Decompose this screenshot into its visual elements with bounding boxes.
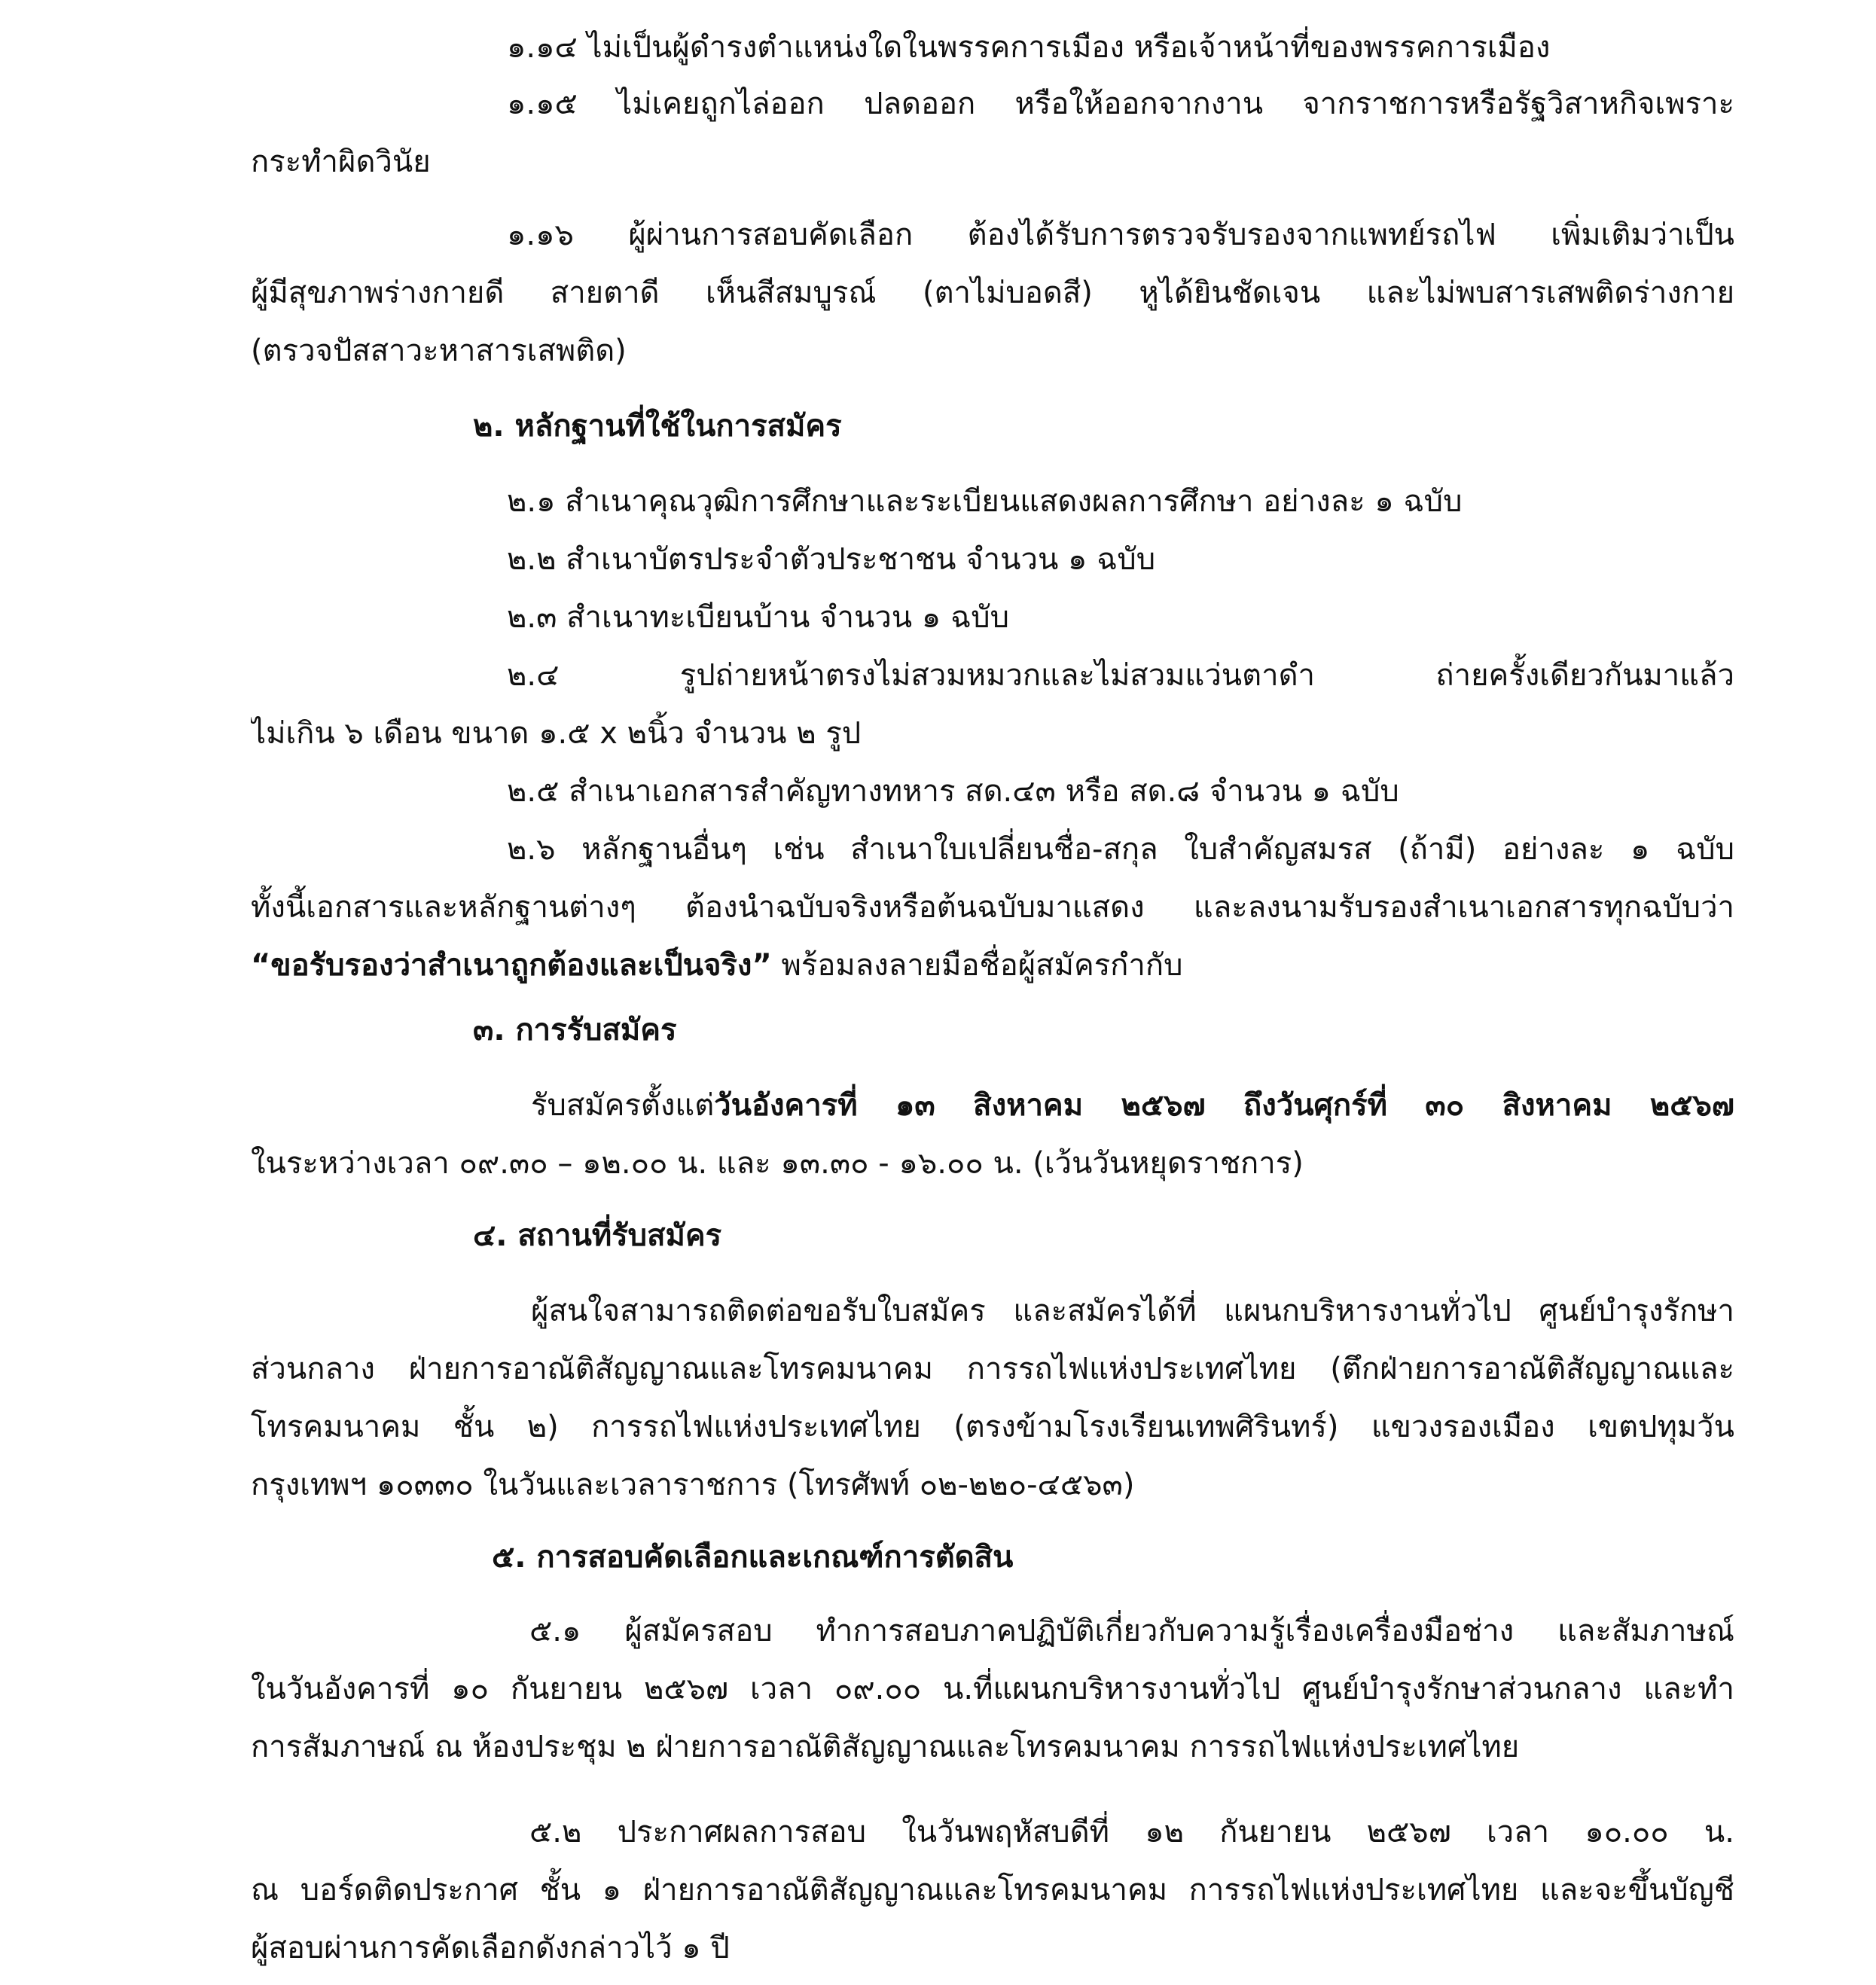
item-5-1-line-1: ๕.๑ ผู้สมัครสอบ ทำการสอบภาคปฏิบัติเกี่ยวกับความรู้เรื่องเครื่องมือช่าง และสัมภาษณ์ [529, 1614, 1734, 1648]
item-5-2 [251, 1804, 1734, 1977]
section-2-heading-text: ๒. หลักฐานที่ใช้ในการสมัคร [473, 409, 842, 444]
section-2-heading [251, 398, 1734, 456]
venue-line-2: ส่วนกลาง ฝ่ายการอาณัติสัญญาณและโทรคมนาคม การรถไฟแห่งประเทศไทย (ตึกฝ่ายการอาณัติสัญญาณและ [251, 1352, 1734, 1386]
item-2-2: ๒.๒ สำเนาบัตรประจำตัวประชาชน จำนวน ๑ ฉบับ [507, 542, 1156, 577]
section-5-heading [251, 1529, 1734, 1587]
venue-line-3: โทรคมนาคม ชั้น ๒) การรถไฟแห่งประเทศไทย (ตรงข้ามโรงเรียนเทพศิรินทร์) แขวงรองเมือง เขตปทุมวัน [251, 1410, 1734, 1444]
application-dates: วันอังคารที่ ๑๓ สิงหาคม ๒๕๖๗ ถึงวันศุกร์ที่ ๓๐ สิงหาคม ๒๕๖๗ [714, 1088, 1734, 1123]
item-1-16 [251, 206, 1734, 380]
note-signature-text: พร้อมลงลายมือชื่อผู้สมัครกำกับ [771, 948, 1183, 983]
certified-copy-quote: “ขอรับรองว่าสำเนาถูกต้องและเป็นจริง” [251, 948, 772, 983]
item-1-15-line-2: กระทำผิดวินัย [251, 145, 431, 179]
item-1-14 [251, 19, 1734, 77]
item-1-16-line-2: ผู้มีสุขภาพร่างกายดี สายตาดี เห็นสีสมบูรณ์ (ตาไม่บอดสี) หูได้ยินชัดเจน และไม่พบสารเสพติดร่างกาย [251, 276, 1734, 310]
note-line-1: ทั้งนี้เอกสารและหลักฐานต่างๆ ต้องนำฉบับจริงหรือต้นฉบับมาแสดง และลงนามรับรองสำเนาเอกสารทุกฉบับว่า [251, 890, 1734, 925]
section-5-heading-text: ๕. การสอบคัดเลือกและเกณฑ์การตัดสิน [492, 1540, 1014, 1575]
item-1-15-line-1: ๑.๑๕ ไม่เคยถูกไล่ออก ปลดออก หรือให้ออกจากงาน จากราชการหรือรัฐวิสาหกิจเพราะ [507, 87, 1734, 121]
item-5-2-line-2: ณ บอร์ดติดประกาศ ชั้น ๑ ฝ่ายการอาณัติสัญญาณและโทรคมนาคม การรถไฟแห่งประเทศไทย และจะขึ้นบัญชี [251, 1873, 1734, 1907]
section-3-heading [251, 1002, 1734, 1060]
venue-line-1: ผู้สนใจสามารถติดต่อขอรับใบสมัคร และสมัครได้ที่ แผนกบริหารงานทั่วไป ศูนย์บำรุงรักษา [531, 1294, 1734, 1328]
section-2-items [251, 473, 1734, 995]
section-4-heading-text: ๔. สถานที่รับสมัคร [473, 1218, 722, 1253]
item-5-1-line-3: การสัมภาษณ์ ณ ห้องประชุม ๒ ฝ่ายการอาณัติสัญญาณและโทรคมนาคม การรถไฟแห่งประเทศไทย [251, 1730, 1520, 1764]
item-5-2-line-3: ผู้สอบผ่านการคัดเลือกดังกล่าวไว้ ๑ ปี [251, 1931, 730, 1965]
note-line-2 [251, 937, 1734, 995]
application-period [251, 1077, 1734, 1135]
item-1-16-line-3: (ตรวจปัสสาวะหาสารเสพติด) [251, 334, 627, 368]
application-period-prefix: รับสมัครตั้งแต่ [531, 1088, 715, 1123]
item-2-4-line-1: ๒.๔ รูปถ่ายหน้าตรงไม่สวมหมวกและไม่สวมแว่นตาดำ ถ่ายครั้งเดียวกันมาแล้ว [507, 658, 1734, 693]
item-2-1: ๒.๑ สำเนาคุณวุฒิการศึกษาและระเบียนแสดงผลการศึกษา อย่างละ ๑ ฉบับ [507, 484, 1463, 519]
item-5-2-line-1: ๕.๒ ประกาศผลการสอบ ในวันพฤหัสบดีที่ ๑๒ กันยายน ๒๕๖๗ เวลา ๑๐.๐๐ น. [529, 1815, 1734, 1849]
item-1-15 [251, 75, 1734, 191]
section-4-heading [251, 1207, 1734, 1265]
item-5-1 [251, 1602, 1734, 1776]
item-2-4-line-2: ไม่เกิน ๖ เดือน ขนาด ๑.๕ x ๒นิ้ว จำนวน ๒ รูป [251, 716, 862, 751]
section-3-body [251, 1077, 1734, 1193]
item-1-16-line-1: ๑.๑๖ ผู้ผ่านการสอบคัดเลือก ต้องได้รับการตรวจรับรองจากแพทย์รถไฟ เพิ่มเติมว่าเป็น [507, 218, 1734, 252]
item-5-1-line-2: ในวันอังคารที่ ๑๐ กันยายน ๒๕๖๗ เวลา ๐๙.๐๐ น.ที่แผนกบริหารงานทั่วไป ศูนย์บำรุงรักษาส่วนกลาง และทำ [251, 1672, 1734, 1706]
venue-line-4: กรุงเทพฯ ๑๐๓๓๐ ในวันและเวลาราชการ (โทรศัพท์ ๐๒-๒๒๐-๔๕๖๓) [251, 1468, 1135, 1502]
application-hours: ในระหว่างเวลา ๐๙.๓๐ – ๑๒.๐๐ น. และ ๑๓.๓๐ - ๑๖.๐๐ น. (เว้นวันหยุดราชการ) [251, 1146, 1304, 1181]
item-2-3: ๒.๓ สำเนาทะเบียนบ้าน จำนวน ๑ ฉบับ [507, 600, 1009, 635]
item-1-14-text: ๑.๑๔ ไม่เป็นผู้ดำรงตำแหน่งใดในพรรคการเมือง หรือเจ้าหน้าที่ของพรรคการเมือง [507, 30, 1551, 65]
item-2-5: ๒.๕ สำเนาเอกสารสำคัญทางทหาร สด.๔๓ หรือ สด.๘ จำนวน ๑ ฉบับ [507, 774, 1399, 809]
section-3-heading-text: ๓. การรับสมัคร [473, 1013, 677, 1047]
section-4-body [251, 1282, 1734, 1514]
item-2-6: ๒.๖ หลักฐานอื่นๆ เช่น สำเนาใบเปลี่ยนชื่อ-สกุล ใบสำคัญสมรส (ถ้ามี) อย่างละ ๑ ฉบับ [507, 832, 1734, 867]
